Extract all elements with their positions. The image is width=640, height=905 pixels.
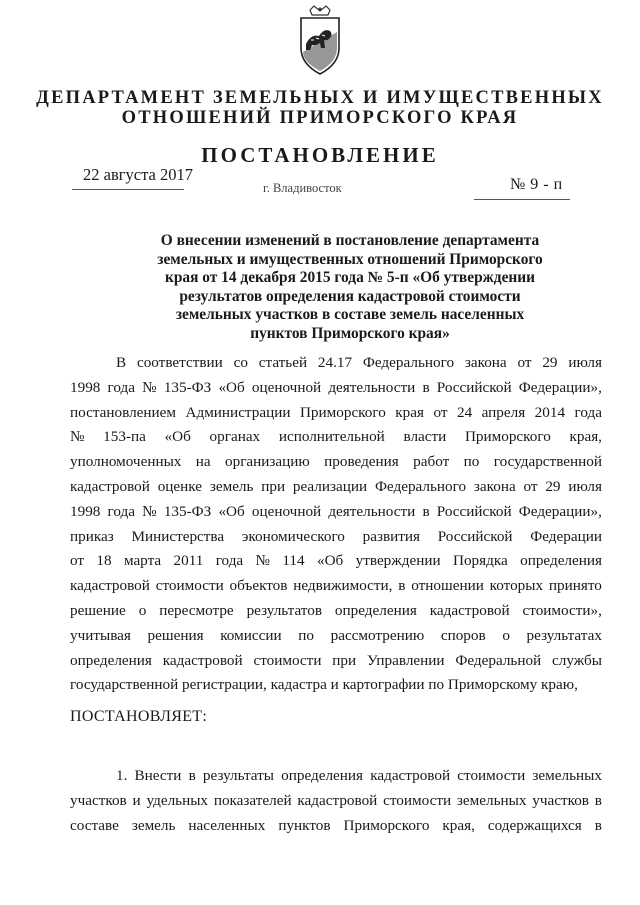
word: 135-ФЗ bbox=[163, 502, 212, 520]
word: Приморского bbox=[299, 403, 386, 421]
word: закона bbox=[473, 477, 516, 495]
word: при bbox=[261, 477, 286, 495]
word: в bbox=[422, 378, 430, 396]
word: результатов bbox=[246, 601, 323, 619]
word: в bbox=[422, 502, 430, 520]
word: решение bbox=[70, 601, 126, 619]
word: земель bbox=[131, 816, 176, 834]
word: стоимости», bbox=[522, 601, 602, 619]
date-underline bbox=[72, 189, 184, 190]
word: принято bbox=[548, 577, 602, 595]
subject-line: пунктов Приморского края» bbox=[250, 324, 450, 342]
word: определения bbox=[520, 552, 602, 570]
word: 153-па bbox=[103, 428, 146, 446]
word: от bbox=[433, 403, 448, 421]
word: стоимости bbox=[457, 767, 526, 784]
word: земель bbox=[209, 477, 254, 495]
word: кадастровой bbox=[297, 791, 378, 809]
subject-line: земельных и имущественных отношений Приморского bbox=[157, 250, 543, 268]
subject-line: результатов определения кадастровой стоимости bbox=[179, 287, 521, 305]
word: 2011 bbox=[173, 552, 204, 570]
preamble-line bbox=[70, 401, 602, 426]
word: пунктов bbox=[278, 816, 331, 834]
word: кадастровой bbox=[429, 601, 510, 619]
document-number: № 9 - п bbox=[510, 176, 563, 193]
word: 18 bbox=[96, 552, 112, 570]
word: составе bbox=[70, 816, 119, 834]
word: экономического bbox=[241, 527, 345, 545]
word: государственной регистрации, кадастра и картографии по Приморскому краю, bbox=[70, 676, 578, 694]
word: оценке bbox=[157, 477, 203, 495]
word: со bbox=[233, 354, 248, 371]
word: развития bbox=[362, 527, 420, 545]
word: в bbox=[594, 816, 602, 834]
subject-line: О внесении изменений в постановление департамента bbox=[160, 232, 540, 249]
word: В bbox=[116, 354, 127, 371]
word: объектов bbox=[229, 577, 288, 595]
word: власти bbox=[403, 428, 447, 446]
word: закона bbox=[464, 354, 507, 371]
word: в bbox=[398, 577, 406, 595]
word: постановлением bbox=[70, 403, 177, 421]
word: № bbox=[142, 378, 157, 396]
word: решения bbox=[147, 626, 204, 644]
item1-line bbox=[70, 787, 602, 812]
subject-line: края от 14 декабря 2015 года № 5-п «Об утверждении bbox=[164, 269, 536, 286]
word: исполнительной bbox=[278, 428, 385, 446]
word: показателей bbox=[213, 791, 292, 809]
preamble-line bbox=[70, 525, 602, 550]
word: стоимости bbox=[253, 651, 322, 669]
word: кадастровой bbox=[70, 577, 150, 595]
preamble-line bbox=[70, 549, 602, 574]
word: определения bbox=[281, 767, 364, 784]
word: земельных bbox=[456, 791, 527, 809]
preamble-line bbox=[70, 450, 602, 475]
word: на bbox=[195, 453, 211, 471]
word: о bbox=[138, 601, 147, 619]
word: определения bbox=[334, 601, 417, 619]
word: статьей bbox=[258, 354, 308, 371]
word: проведения bbox=[324, 453, 399, 471]
word: Министерства bbox=[131, 527, 225, 545]
word: Порядка bbox=[452, 552, 508, 570]
word: участков bbox=[532, 791, 589, 809]
word: края, bbox=[569, 428, 602, 446]
word: Федерации bbox=[530, 527, 602, 545]
word: Федерального bbox=[374, 477, 467, 495]
word: о bbox=[502, 626, 510, 644]
word: Российской bbox=[436, 502, 512, 520]
decree-word: ПОСТАНОВЛЯЕТ: bbox=[70, 708, 208, 725]
word: Российской bbox=[437, 527, 513, 545]
word: кадастровой bbox=[370, 767, 451, 784]
word: края bbox=[395, 403, 424, 421]
preamble-line bbox=[70, 475, 602, 500]
primorsky-krai-coat-of-arms-icon bbox=[297, 4, 343, 78]
department-line-2: ОТНОШЕНИЙ ПРИМОРСКОГО КРАЯ bbox=[121, 108, 519, 128]
word: «Об bbox=[218, 378, 245, 396]
word: Федерального bbox=[362, 354, 455, 371]
word: 1998 bbox=[70, 502, 101, 520]
word: 114 bbox=[282, 552, 305, 570]
word: населенных bbox=[188, 816, 266, 834]
word: «Об bbox=[164, 428, 191, 446]
word: марта bbox=[123, 552, 162, 570]
preamble-line bbox=[70, 500, 602, 525]
word: по bbox=[298, 626, 314, 644]
document-type: ПОСТАНОВЛЕНИЕ bbox=[201, 143, 439, 167]
decree-item-1 bbox=[70, 762, 602, 836]
word: 24 bbox=[456, 403, 473, 421]
word: уполномоченных bbox=[70, 453, 182, 471]
word: реализации bbox=[292, 477, 368, 495]
word: 29 bbox=[545, 477, 561, 495]
preamble-line bbox=[70, 649, 602, 674]
word: стоимости bbox=[155, 577, 224, 595]
document-date: 22 августа 2017 bbox=[83, 165, 193, 184]
word: рассмотрению bbox=[330, 626, 425, 644]
word: которых bbox=[489, 577, 544, 595]
word: июля bbox=[568, 354, 602, 371]
word: содержащихся bbox=[487, 816, 582, 834]
word: 2014 bbox=[534, 403, 566, 421]
word: организацию bbox=[225, 453, 310, 471]
word: от bbox=[523, 477, 538, 495]
word: Приморского bbox=[343, 816, 430, 834]
preamble-line bbox=[70, 574, 602, 599]
preamble-line bbox=[70, 673, 602, 698]
word: 1998 bbox=[70, 378, 101, 396]
word: Федерации», bbox=[518, 378, 602, 396]
word: деятельности bbox=[328, 378, 416, 396]
word: № bbox=[255, 552, 271, 570]
word: кадастровой bbox=[162, 651, 243, 669]
subject-line: земельных участков в составе земель населенных bbox=[175, 306, 525, 323]
word: 135-ФЗ bbox=[163, 378, 212, 396]
word: от bbox=[70, 552, 85, 570]
word: результатах bbox=[526, 626, 602, 644]
item1-line bbox=[70, 812, 602, 837]
word: «Об bbox=[316, 552, 344, 570]
document-city: г. Владивосток bbox=[263, 181, 342, 195]
word: Администрации bbox=[185, 403, 291, 421]
word: 24.17 bbox=[317, 354, 353, 371]
word: «Об bbox=[218, 502, 245, 520]
word: стоимости bbox=[383, 791, 452, 809]
word: споров bbox=[440, 626, 486, 644]
word: Российской bbox=[436, 378, 512, 396]
word: удельных bbox=[146, 791, 209, 809]
preamble-paragraph bbox=[70, 351, 602, 698]
word: года bbox=[107, 378, 136, 396]
word: деятельности bbox=[328, 502, 416, 520]
word: кадастровой bbox=[70, 477, 150, 495]
word: № bbox=[142, 502, 157, 520]
word: участков bbox=[70, 791, 127, 809]
preamble-line bbox=[70, 376, 602, 401]
word: июля bbox=[568, 477, 602, 495]
preamble-line bbox=[70, 351, 602, 376]
word: органах bbox=[209, 428, 261, 446]
word: комиссии bbox=[220, 626, 282, 644]
word: Федеральной bbox=[455, 651, 542, 669]
word: по bbox=[463, 453, 480, 471]
word: утверждении bbox=[355, 552, 441, 570]
word: приказ bbox=[70, 527, 114, 545]
word: земельных bbox=[532, 767, 602, 784]
department-line-1: ДЕПАРТАМЕНТ ЗЕМЕЛЬНЫХ И ИМУЩЕСТВЕННЫХ bbox=[36, 88, 604, 108]
word: года bbox=[574, 403, 602, 421]
word: 29 bbox=[542, 354, 558, 371]
word: учитывая bbox=[70, 626, 131, 644]
word: года bbox=[107, 502, 136, 520]
word: государственной bbox=[493, 453, 602, 471]
word: № bbox=[70, 428, 85, 446]
word: 1. bbox=[116, 767, 128, 784]
word: оценочной bbox=[251, 378, 322, 396]
word: Управлении bbox=[366, 651, 445, 669]
word: апреля bbox=[481, 403, 526, 421]
word: пересмотре bbox=[159, 601, 234, 619]
word: отношении bbox=[411, 577, 484, 595]
word: соответствии bbox=[136, 354, 223, 371]
word: оценочной bbox=[251, 502, 322, 520]
preamble-line bbox=[70, 599, 602, 624]
word: определения bbox=[70, 651, 152, 669]
word: Приморского bbox=[464, 428, 551, 446]
preamble-line bbox=[70, 425, 602, 450]
preamble-line bbox=[70, 624, 602, 649]
number-underline bbox=[474, 199, 570, 200]
word: недвижимости, bbox=[293, 577, 393, 595]
word: результаты bbox=[202, 767, 274, 784]
word: и bbox=[132, 791, 141, 809]
word: работ bbox=[413, 453, 450, 471]
word: Федерации», bbox=[518, 502, 602, 520]
document-subject bbox=[150, 232, 550, 343]
word: в bbox=[594, 791, 602, 809]
department-name bbox=[0, 88, 640, 128]
item1-line bbox=[70, 762, 602, 787]
word: при bbox=[332, 651, 357, 669]
word: в bbox=[188, 767, 196, 784]
word: края, bbox=[442, 816, 475, 834]
word: от bbox=[517, 354, 532, 371]
word: Внести bbox=[134, 767, 182, 784]
word: года bbox=[215, 552, 244, 570]
word: службы bbox=[552, 651, 602, 669]
